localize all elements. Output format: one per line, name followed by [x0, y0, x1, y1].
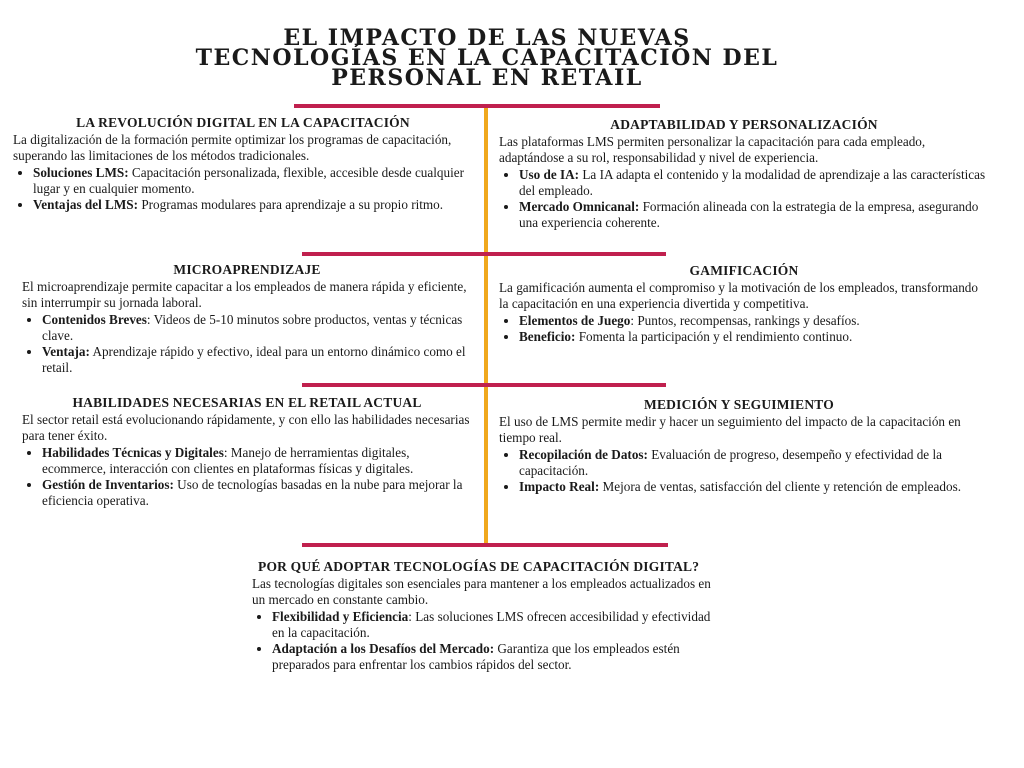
- bullet-list: [499, 447, 979, 495]
- section-heading: HABILIDADES NECESARIAS EN EL RETAIL ACTUAL: [72, 395, 422, 410]
- bullet-term: Beneficio:: [519, 329, 576, 344]
- section-heading: LA REVOLUCIÓN DIGITAL EN LA CAPACITACIÓN: [76, 115, 410, 130]
- bullet-text: : Videos de 5-10 minutos sobre productos, ventas y técnicas clave.: [42, 312, 463, 343]
- list-item: [42, 477, 472, 509]
- rule-top: [294, 104, 660, 108]
- section-intro: La gamificación aumenta el compromiso y la motivación de los empleados, transformando la capacitación en una experiencia divertida y competitiva.: [499, 280, 978, 311]
- bullet-list: [499, 167, 989, 231]
- bullet-term: Recopilación de Datos:: [519, 447, 648, 462]
- section-intro: Las plataformas LMS permiten personalizar la capacitación para cada empleado, adaptándose a su rol, responsabilidad y nivel de experiencia.: [499, 134, 926, 165]
- title-line-2: TECNOLOGÍAS EN LA CAPACITACIÓN DEL: [195, 45, 779, 71]
- section-gamificacion: [499, 263, 989, 345]
- bullet-text: Evaluación de progreso, desempeño y efectividad de la capacitación.: [519, 447, 942, 478]
- section-heading: GAMIFICACIÓN: [689, 263, 799, 278]
- bullet-term: Habilidades Técnicas y Digitales: [42, 445, 224, 460]
- section-adaptabilidad: [499, 117, 989, 231]
- section-habilidades: [22, 395, 472, 509]
- list-item: [519, 479, 979, 495]
- bullet-text: : Puntos, recompensas, rankings y desafíos.: [630, 313, 860, 328]
- bullet-list: [252, 609, 712, 673]
- bullet-term: Contenidos Breves: [42, 312, 147, 327]
- title-line-3: PERSONAL EN RETAIL: [331, 65, 643, 91]
- bullet-text: Garantiza que los empleados estén preparados para enfrentar los cambios rápidos del sector.: [272, 641, 680, 672]
- bullet-text: La IA adapta el contenido y la modalidad de aprendizaje a las características del empleado.: [519, 167, 986, 198]
- bullet-term: Impacto Real:: [519, 479, 600, 494]
- bullet-term: Flexibilidad y Eficiencia: [272, 609, 409, 624]
- section-intro: El sector retail está evolucionando rápidamente, y con ello las habilidades necesarias para tener éxito.: [22, 412, 470, 443]
- bullet-text: : Manejo de herramientas digitales, ecommerce, interacción con clientes en plataformas físicas y digitales.: [42, 445, 414, 476]
- page-title: [180, 25, 794, 91]
- bullet-text: Mejora de ventas, satisfacción del cliente y retención de empleados.: [599, 479, 961, 494]
- bullet-text: Capacitación personalizada, flexible, accesible desde cualquier lugar y en cualquier momento.: [33, 165, 465, 196]
- section-revolucion: [13, 115, 473, 213]
- rule-third: [302, 383, 666, 387]
- bullet-text: Formación alineada con la estrategia de la empresa, asegurando una experiencia coherente.: [519, 199, 979, 230]
- list-item: [33, 197, 473, 213]
- section-porque: [252, 559, 712, 673]
- bullet-text: Aprendizaje rápido y efectivo, ideal para un entorno dinámico como el retail.: [42, 344, 466, 375]
- bullet-term: Elementos de Juego: [519, 313, 631, 328]
- list-item: [519, 447, 979, 479]
- bullet-term: Uso de IA:: [519, 167, 580, 182]
- rule-second: [302, 252, 666, 256]
- bullet-text: Fomenta la participación y el rendimiento continuo.: [575, 329, 853, 344]
- section-microaprendizaje: [22, 262, 472, 376]
- list-item: [519, 167, 989, 199]
- list-item: [42, 445, 472, 477]
- bullet-term: Ventaja:: [42, 344, 90, 359]
- section-heading: POR QUÉ ADOPTAR TECNOLOGÍAS DE CAPACITACIÓN DIGITAL?: [258, 559, 700, 574]
- bullet-term: Soluciones LMS:: [33, 165, 129, 180]
- bullet-term: Adaptación a los Desafíos del Mercado:: [272, 641, 495, 656]
- bullet-list: [499, 313, 989, 345]
- title-line-1: EL IMPACTO DE LAS NUEVAS: [283, 25, 691, 51]
- list-item: [272, 609, 712, 641]
- section-intro: Las tecnologías digitales son esenciales para mantener a los empleados actualizados en un mercado en constante cambio.: [252, 576, 711, 607]
- list-item: [272, 641, 712, 673]
- bullet-term: Ventajas del LMS:: [33, 197, 139, 212]
- center-divider: [484, 107, 488, 545]
- bullet-term: Mercado Omnicanal:: [519, 199, 640, 214]
- bullet-list: [22, 312, 472, 376]
- bullet-list: [22, 445, 472, 509]
- section-medicion: [499, 397, 979, 495]
- list-item: [519, 313, 989, 329]
- list-item: [33, 165, 473, 197]
- bullet-text: : Las soluciones LMS ofrecen accesibilidad y efectividad en la capacitación.: [272, 609, 711, 640]
- list-item: [519, 199, 989, 231]
- section-intro: El microaprendizaje permite capacitar a los empleados de manera rápida y eficiente, sin interrumpir su jornada laboral.: [22, 279, 467, 310]
- section-heading: ADAPTABILIDAD Y PERSONALIZACIÓN: [610, 117, 878, 132]
- list-item: [42, 344, 472, 376]
- section-intro: La digitalización de la formación permite optimizar los programas de capacitación, superando las limitaciones de los métodos tradicionales.: [13, 132, 452, 163]
- bullet-text: Programas modulares para aprendizaje a su propio ritmo.: [138, 197, 444, 212]
- bullet-text: Uso de tecnologías basadas en la nube para mejorar la eficiencia operativa.: [42, 477, 463, 508]
- list-item: [519, 329, 989, 345]
- rule-bottom: [302, 543, 668, 547]
- bullet-term: Gestión de Inventarios:: [42, 477, 174, 492]
- list-item: [42, 312, 472, 344]
- section-heading: MEDICIÓN Y SEGUIMIENTO: [644, 397, 834, 412]
- section-heading: MICROAPRENDIZAJE: [173, 262, 321, 277]
- bullet-list: [13, 165, 473, 213]
- section-intro: El uso de LMS permite medir y hacer un seguimiento del impacto de la capacitación en tiempo real.: [499, 414, 961, 445]
